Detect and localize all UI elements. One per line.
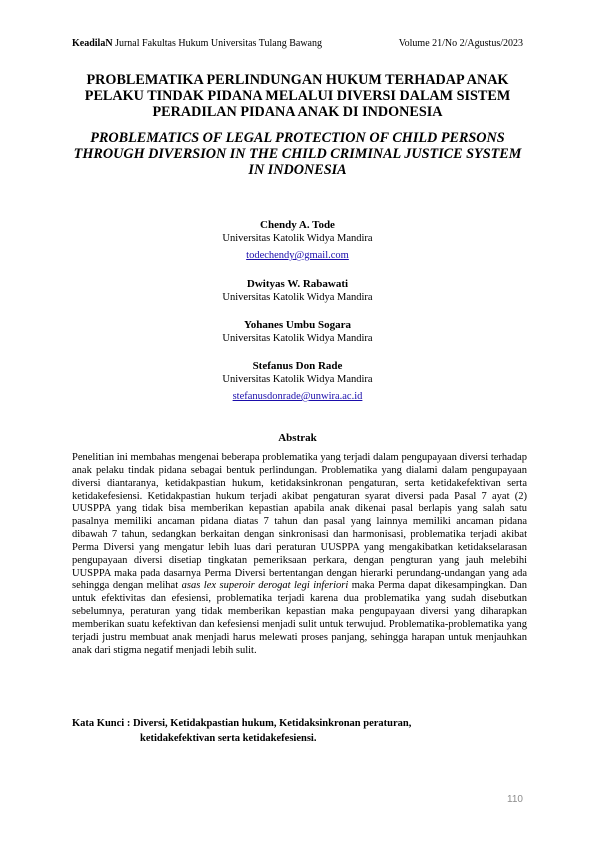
author-name: Stefanus Don Rade bbox=[252, 360, 343, 372]
title-english bbox=[72, 130, 523, 178]
author-name: Dwityas W. Rabawati bbox=[246, 278, 349, 290]
author-name: Yohanes Umbu Sogara bbox=[244, 319, 351, 331]
author-email-link[interactable]: todechendy@gmail.com bbox=[246, 250, 349, 261]
author-block bbox=[72, 218, 523, 263]
title-id-line: PERADILAN PIDANA ANAK DI INDONESIA bbox=[152, 104, 443, 120]
abstract-text: Penelitian ini membahas mengenai beberapa problematika yang terjadi dalam pengupayaan diversi terhadap anak pelaku tindak pidana sebagai bentuk perlindungan. Problematika yang dialami dalam pengupayaan diversi diantaranya, ketidakpastian hukum, ketidaksinkronan pengaturan, serta ketidakefektivan serta ketidakefesiensi. Ketidakpastian hukum terjadi akibat pengaturan syarat diversi pada Pasal 7 ayat (2) UUSPPA yang tidak bisa memberikan kepastian apabila anak dikenai pasal berlapis yang salah satu pasalnya memiliki ancaman pidana diatas 7 tahun dan pasal yang lainnya memiliki ancaman pidana dibawah 7 tahun, sedangkan berkaitan dengan sinkronisasi dan harmonisasi, problematika terjadi akibat Perma Diversi yang mengatur lebih luas dari peraturan UUSPPA yang mengakibatkan ketidakselarasan pengupayaan diversi disetiap tingkatan pemeriksaan perkara, dengan pengturan yang jauh melebihi UUSPPA maka pada dasarnya Perma Diversi bertentangan dengan hierarki perundang-undangan yang ada sehingga dengan melihat bbox=[72, 452, 527, 592]
author-affiliation: Universitas Katolik Widya Mandira bbox=[222, 233, 373, 244]
author-affiliation: Universitas Katolik Widya Mandira bbox=[222, 374, 373, 385]
author-email-link[interactable]: stefanusdonrade@unwira.ac.id bbox=[232, 391, 363, 402]
author-affiliation: Universitas Katolik Widya Mandira bbox=[222, 292, 373, 303]
abstract-heading: Abstrak bbox=[278, 432, 317, 444]
keywords-line: ketidakefektivan serta ketidakefesiensi. bbox=[140, 733, 317, 744]
abstract-latin-phrase: asas lex superoir derogat legi inferiori bbox=[181, 580, 349, 592]
title-id-line: PELAKU TINDAK PIDANA MELALUI DIVERSI DALAM SISTEM bbox=[84, 88, 511, 104]
title-indonesian bbox=[72, 72, 523, 120]
title-en-line: IN INDONESIA bbox=[248, 162, 347, 178]
author-name: Chendy A. Tode bbox=[260, 219, 335, 231]
title-en-line: THROUGH DIVERSION IN THE CHILD CRIMINAL JUSTICE SYSTEM bbox=[73, 146, 522, 162]
journal-brand: KeadilaN bbox=[72, 38, 113, 49]
author-block bbox=[72, 318, 523, 345]
title-id-line: PROBLEMATIKA PERLINDUNGAN HUKUM TERHADAP ANAK bbox=[86, 72, 509, 88]
author-block bbox=[72, 277, 523, 304]
journal-name bbox=[72, 38, 322, 49]
journal-volume: Volume 21/No 2/Agustus/2023 bbox=[398, 38, 523, 49]
abstract-body bbox=[72, 452, 527, 658]
author-affiliation: Universitas Katolik Widya Mandira bbox=[222, 333, 373, 344]
author-block bbox=[72, 359, 523, 404]
page-number: 110 bbox=[507, 794, 523, 805]
abstract-text: maka Perma dapat dikesampingkan. Dan untuk efektivitas dan efesiensi, problematika terjadi karena dua problematika yang sudah disebutkan sebelumnya, peraturan yang tidak memberikan kepastian maka pengupayaan diversi yang diharapkan memberikan suatu kefektivan dan kefesiensi menjadi sulit untuk terwujud. Problematika-problematika yang terjadi justru membuat anak menjadi harus melewati proses panjang, sehingga harapan untuk menjauhkan anak dari stigma negatif menjadi lebih sulit. bbox=[72, 580, 527, 656]
journal-full-name: Jurnal Fakultas Hukum Universitas Tulang Bawang bbox=[115, 38, 322, 49]
author-list bbox=[72, 218, 523, 418]
title-block bbox=[72, 72, 523, 178]
running-header bbox=[72, 38, 523, 49]
keywords-line: Kata Kunci : Diversi, Ketidakpastian hukum, Ketidaksinkronan peraturan, bbox=[72, 718, 412, 729]
keywords bbox=[72, 716, 523, 746]
title-en-line: PROBLEMATICS OF LEGAL PROTECTION OF CHILD PERSONS bbox=[90, 130, 505, 146]
